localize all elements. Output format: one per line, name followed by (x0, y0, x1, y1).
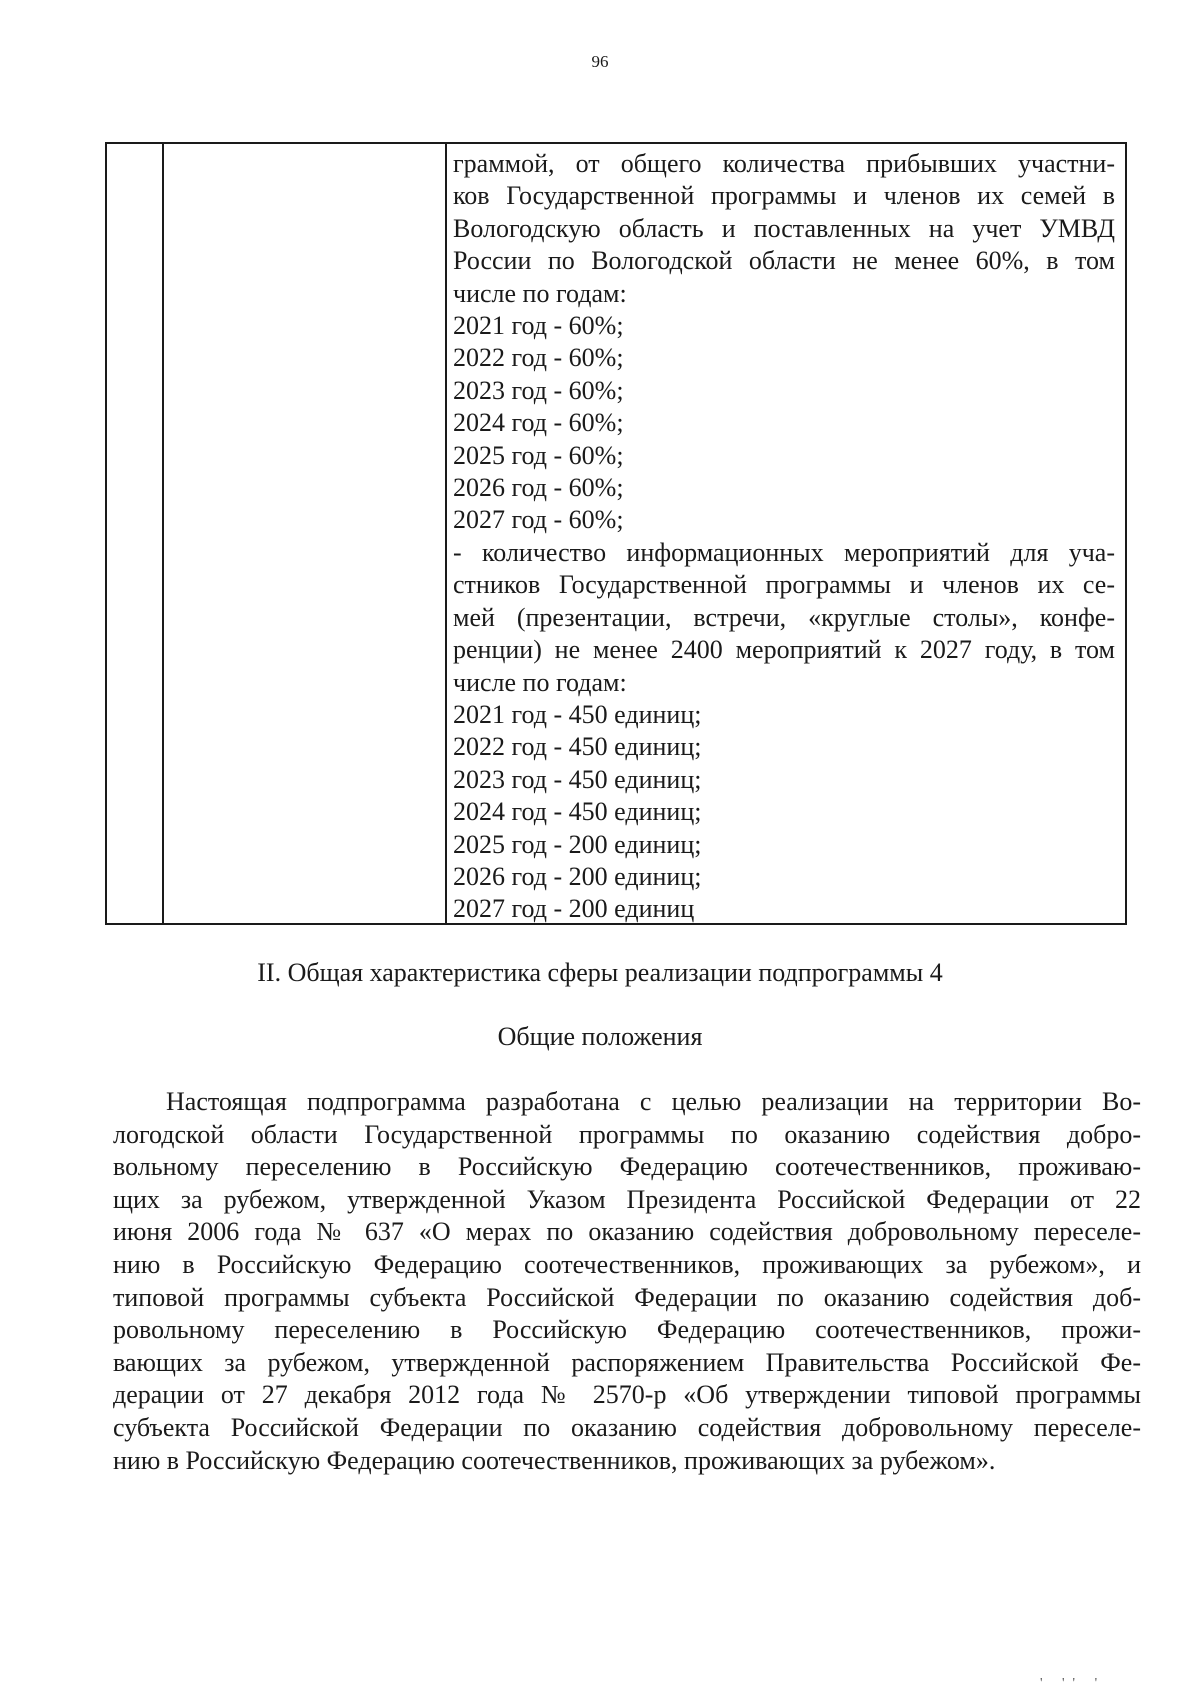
body-line: июня 2006 года № 637 «О мерах по оказанию содействия добровольному переселе- (113, 1217, 1141, 1247)
body-paragraph (113, 1086, 1141, 1477)
table-line: Вологодскую область и поставленных на учет УМВД (453, 213, 1115, 243)
table-line: граммой, от общего количества прибывших участни- (453, 149, 1115, 178)
table-line: 2021 год - 450 единиц; (453, 699, 702, 729)
indicators-table (105, 142, 1127, 925)
body-line: щих за рубежом, утвержденной Указом Президента Российской Федерации от 22 (113, 1184, 1141, 1214)
subsection-title: Общие положения (497, 1022, 703, 1051)
table-line: 2026 год - 60%; (453, 473, 624, 503)
table-column-value (447, 144, 1125, 923)
table-line: числе по годам: (453, 278, 627, 308)
table-line: 2022 год - 60%; (453, 343, 624, 373)
table-line: - количество информационных мероприятий для уча- (453, 537, 1115, 567)
body-line: вающих за рубежом, утвержденной распоряжением Правительства Российской Фе- (113, 1347, 1141, 1377)
table-line: ков Государственной программы и членов их семей в (453, 181, 1115, 211)
body-line: типовой программы субъекта Российской Федерации по оказанию содействия доб- (113, 1282, 1141, 1312)
table-line: 2025 год - 200 единиц; (453, 829, 702, 859)
body-line: ровольному переселению в Российскую Федерацию соотечественников, прожи- (113, 1315, 1141, 1345)
table-column-label (164, 144, 447, 923)
body-line: вольному переселению в Российскую Федерацию соотечественников, проживаю- (113, 1152, 1141, 1182)
table-line: 2024 год - 450 единиц; (453, 797, 702, 827)
body-line: дерации от 27 декабря 2012 года № 2570-р «Об утверждении типовой программы (113, 1380, 1141, 1410)
table-line: ренции) не менее 2400 мероприятий к 2027 году, в том (453, 635, 1115, 665)
table-column-number (107, 144, 164, 923)
table-line: мей (презентации, встречи, «круглые столы», конфе- (453, 602, 1115, 632)
body-line: нию в Российскую Федерацию соотечественников, проживающих за рубежом». (113, 1445, 996, 1475)
table-line: 2021 год - 60%; (453, 311, 624, 341)
scan-marks: ' '' ' (1040, 1676, 1106, 1691)
table-line: России по Вологодской области не менее 60%, в том (453, 246, 1115, 276)
page-number: 96 (591, 52, 609, 71)
table-line: 2027 год - 200 единиц (453, 894, 695, 924)
body-line: логодской области Государственной программы по оказанию содействия добро- (113, 1119, 1141, 1149)
table-line: числе по годам: (453, 667, 627, 697)
table-line: 2026 год - 200 единиц; (453, 861, 702, 891)
table-line: 2022 год - 450 единиц; (453, 732, 702, 762)
body-line: субъекта Российской Федерации по оказанию содействия добровольному переселе- (113, 1412, 1141, 1442)
section-title: II. Общая характеристика сферы реализации подпрограммы 4 (257, 958, 943, 987)
body-line: Настоящая подпрограмма разработана с целью реализации на территории Во- (166, 1087, 1141, 1116)
body-line: нию в Российскую Федерацию соотечественников, проживающих за рубежом», и (113, 1249, 1141, 1279)
table-line: 2027 год - 60%; (453, 505, 624, 535)
table-line: 2023 год - 450 единиц; (453, 764, 702, 794)
table-line: 2023 год - 60%; (453, 375, 624, 405)
table-line: стников Государственной программы и членов их се- (453, 570, 1115, 600)
table-line: 2024 год - 60%; (453, 408, 624, 438)
table-line: 2025 год - 60%; (453, 440, 624, 470)
